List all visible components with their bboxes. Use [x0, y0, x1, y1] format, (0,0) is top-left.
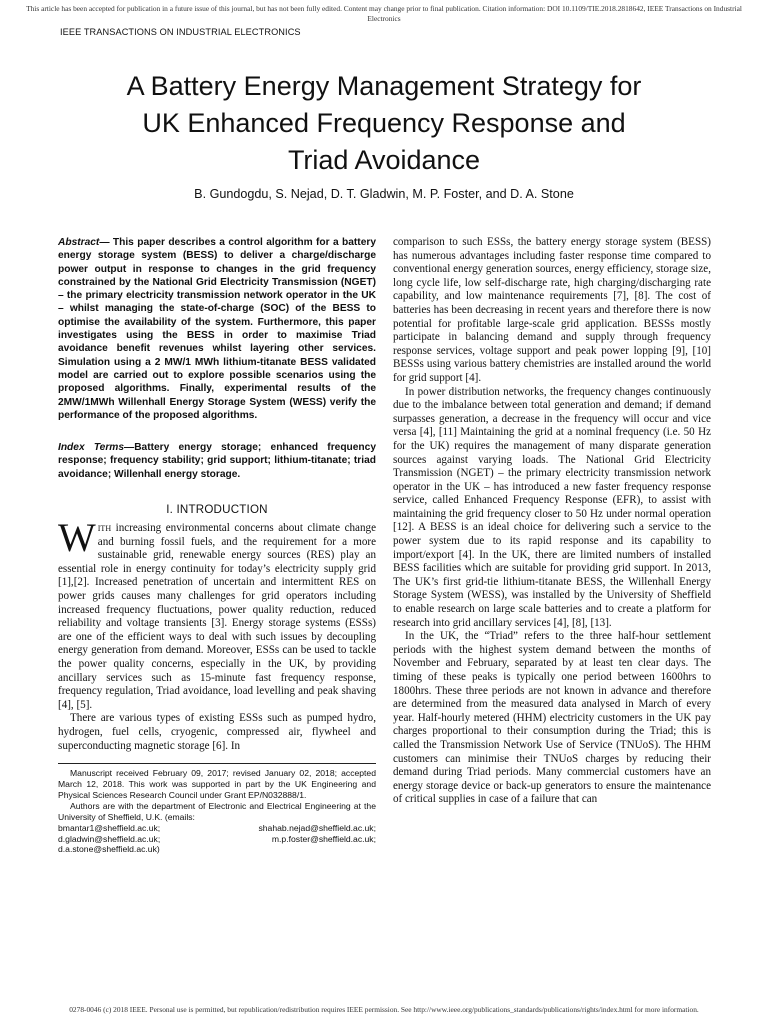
paper-title — [40, 68, 728, 179]
author-list: B. Gundogdu, S. Nejad, D. T. Gladwin, M. P. Foster, and D. A. Stone — [194, 187, 574, 201]
email-link[interactable]: d.gladwin@sheffield.ac.uk; — [58, 833, 161, 844]
author-emails — [58, 823, 376, 856]
right-column — [393, 236, 711, 807]
journal-header: IEEE TRANSACTIONS ON INDUSTRIAL ELECTRONICS — [60, 27, 301, 37]
email-row — [58, 823, 376, 834]
intro-paragraph-1 — [58, 515, 376, 712]
index-terms-label: Index Terms — [58, 442, 125, 454]
small-caps-lead: ith — [97, 522, 112, 535]
index-terms-text: —Battery energy storage; enhanced frequency response; frequency stability; grid support; lithium-titanate; triad avoidance; Willenhall energy storage. — [58, 442, 376, 480]
footnote-affiliation: Authors are with the department of Electronic and Electrical Engineering at the University of Sheffield, U.K. (emails: — [58, 800, 376, 822]
left-column — [58, 236, 376, 855]
section-heading-introduction: I. INTRODUCTION — [166, 503, 268, 517]
email-link[interactable]: bmantar1@sheffield.ac.uk; — [58, 822, 161, 833]
right-paragraph-3: In the UK, the “Triad” refers to the three half-hour settlement periods with the highest system demand between the months of November and February, separated by at least ten clear days. The timing of these peaks is typically one period between 1600hrs to 1800hrs. These three periods are not known in advance and therefore are determined from the measured data analysed in March of every year. Half-hourly metered (HHM) electricity customers in the UK pay charges proportional to their consumption during the Triad; this is called the Transmission Network Use of Service (TNUoS). The HHM customers can minimise their TNUoS charges by reducing their demand during Triad periods. Many commercial customers have an energy storage device or back-up generators to ensure the maintenance of critical supplies in case of a failure that can — [393, 630, 711, 806]
index-terms — [58, 441, 376, 481]
intro-paragraph-1-text: increasing environmental concerns about climate change and burning fossil fuels, and the requirement for a more sustainable grid, renewable energy sources (RES) play an essential role in energy continuity for today’s electricity supply grid [1],[2]. Increased penetration of uncertain and intermittent RES on power grids causes many challenges for grid operators including increased frequency fluctuations, power quality reduction, reduced reliability and voltage transients [3]. Energy storage systems (ESSs) are one of the efficient ways to deal with such issues by decoupling energy generation from demand. Moreover, ESSs can be used to tackle the power quality concerns, especially in the UK, by providing ancillary services such as 15-minute fast frequency response, frequency regulation, Triad avoidance, load levelling and peak shaving [4], [5]. — [58, 522, 376, 711]
abstract — [58, 236, 376, 422]
abstract-label: Abstract— — [58, 237, 110, 248]
footnote-manuscript: Manuscript received February 09, 2017; revised January 02, 2018; accepted March 12, 2018. This work was supported in part by the UK Engineering and Physical Sciences Research Council under Grant EP/N032888/1. — [58, 768, 376, 800]
drop-cap: W — [58, 515, 96, 561]
title-line: Triad Avoidance — [287, 145, 481, 175]
abstract-text: This paper describes a control algorithm for a battery energy storage system (BESS) to deliver a charge/discharge power output in response to changes in the grid frequency constrained by the National Grid Electricity Transmission (NGET) – the primary electricity transmission network operator in the UK – whilst managing the state-of-charge (SOC) of the BESS to optimise the availability of the system. Furthermore, this paper investigates using the BESS in order to maximise Triad avoidance benefit revenues whilst layering other services. Simulation using a 2 MW/1 MWh lithium-titanate BESS validated model are carried out to explore possible scenarios using the proposed algorithms. Finally, experimental results of the 2MW/1MWh Willenhall Energy Storage System (WESS) verify the performance of the proposed algorithms. — [58, 237, 376, 421]
email-row — [58, 834, 376, 845]
title-line: UK Enhanced Frequency Response and — [142, 108, 626, 138]
right-paragraph-2: In power distribution networks, the frequency changes continuously due to the imbalance between total generation and demand; if demand surpasses generation, a decrease in the frequency will occur and vice versa [4], [11] Maintaining the grid at a nominal frequency (i.e. 50 Hz for the UK) requires the management of many disparate generation sources against varying loads. The National Grid Electricity Transmission (NGET) – the primary electricity transmission network operator in the UK – has introduced a new faster frequency response service, called Enhanced Frequency Response (EFR), to assist with maintaining the grid frequency closer to 50 Hz under normal operation [12]. A BESS is an ideal choice for delivering such a service to the power system due to its rapid response and its capability to import/export [4]. In the UK, there are limited numbers of installed BESS facilities which are suitable for providing grid support. In 2013, The UK’s first grid-tie lithium-titanate BESS, the Willenhall Energy Storage System (WESS), was installed by the University of Sheffield to enable research on large scale batteries and to create a platform for research into grid ancillary services [4], [8], [13]. — [393, 385, 711, 629]
email-row — [58, 844, 376, 855]
footnote-divider — [58, 763, 376, 764]
email-link[interactable]: d.a.stone@sheffield.ac.uk) — [58, 844, 160, 855]
copyright-notice: 0278-0046 (c) 2018 IEEE. Personal use is permitted, but republication/redistribution requires IEEE permission. See http://www.ieee.org/publications_standards/publications/rights/index.html for more information. — [69, 1005, 699, 1014]
intro-paragraph-2: There are various types of existing ESSs such as pumped hydro, hydrogen, fuel cells, cryogenic, compressed air, flywheel and superconducting magnetic storage [6]. In — [58, 712, 376, 752]
title-line: A Battery Energy Management Strategy for — [126, 71, 642, 101]
publication-notice: This article has been accepted for publication in a future issue of this journal, but has not been fully edited. Content may change prior to final publication. Citation information: DOI 10.1109/TIE.2018.2818642, IEEE Transactions on Industrial Electronics — [26, 4, 742, 23]
email-link[interactable]: m.p.foster@sheffield.ac.uk; — [271, 833, 376, 844]
right-paragraph-1: comparison to such ESSs, the battery energy storage system (BESS) has numerous advantages including faster response time compared to conventional energy generation sources, energy efficiency, storage size, long cycle life, low self-discharge rate, high charging/discharging rate capability, and low maintenance requirements [7], [8]. The cost of batteries has been decreasing in recent years and therefore there is now potential for profitable large-scale grid application. BESSs mostly participate in balancing demand and supply through frequency response services, voltage support and peak power lopping [9], [10] BESSs using various battery chemistries are installed around the world for grid support [4]. — [393, 236, 711, 384]
email-link[interactable]: shahab.nejad@sheffield.ac.uk; — [258, 822, 376, 833]
